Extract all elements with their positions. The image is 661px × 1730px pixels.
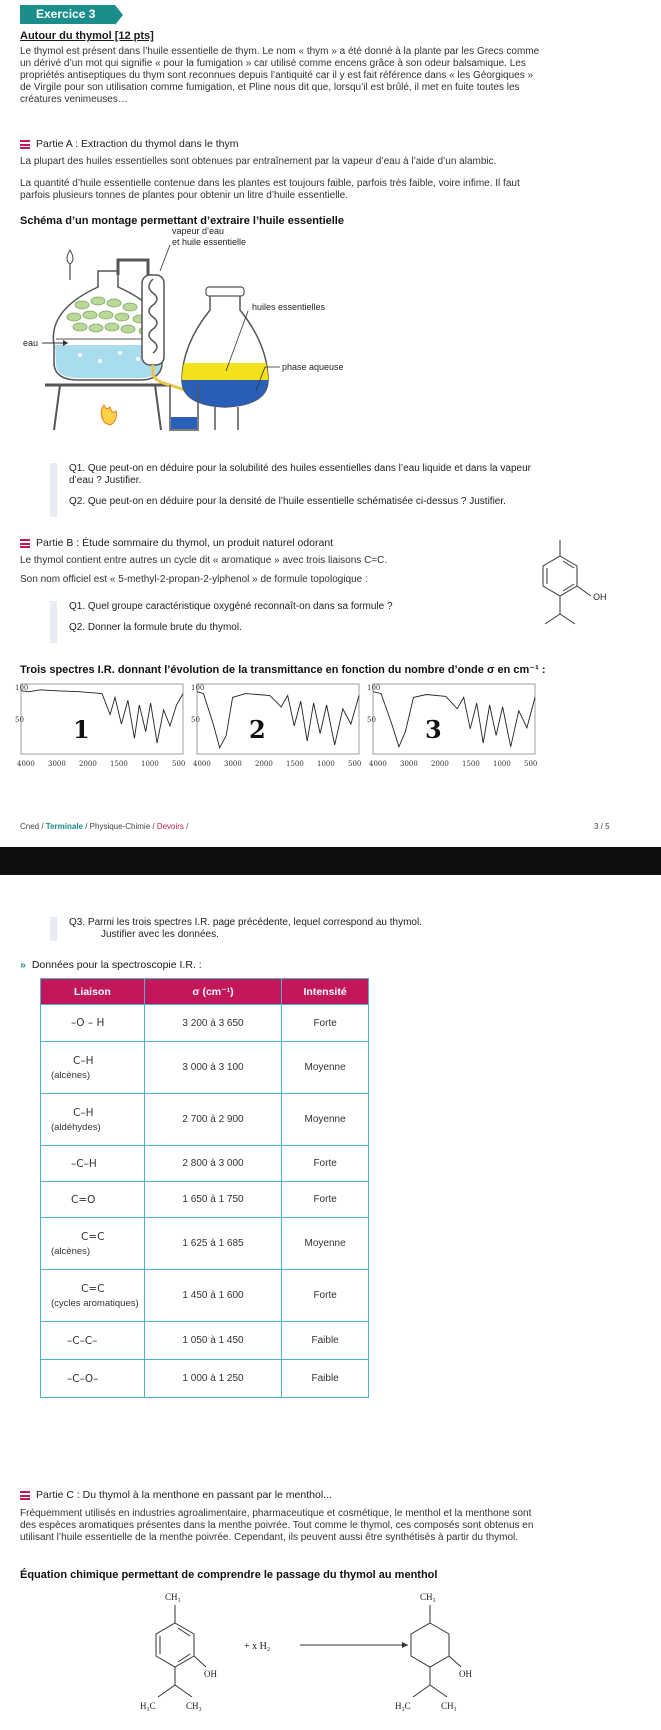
- x-tick-label: 1500: [286, 760, 304, 768]
- page-number: 3 / 5: [594, 822, 610, 831]
- x-tick-label: 1000: [317, 760, 335, 768]
- data-title: » Données pour la spectroscopie I.R. :: [20, 959, 202, 971]
- question-a2: Q2. Que peut-on en déduire pour la densité de l’huile essentielle schématisée ci-dessus ? Justifier.: [69, 496, 506, 507]
- x-tick-label: 500: [172, 760, 186, 768]
- spectrum-number-label: 1: [73, 715, 90, 744]
- spectrum-number-label: 3: [425, 715, 442, 744]
- question-a1: Q1. Que peut-on en déduire pour la solubilité des huiles essentielles dans l’eau liquide et dans la vapeur d’eau ? Justifier.: [69, 463, 531, 486]
- question-b1: Q1. Quel groupe caractéristique oxygéné reconnaît-on dans sa formule ?: [69, 601, 393, 612]
- exercise-title: Autour du thymol [12 pts]: [20, 30, 154, 42]
- x-tick-label: 2000: [79, 760, 97, 768]
- svg-text:CH₃: CH₃: [420, 1592, 436, 1602]
- x-tick-label: 3000: [400, 760, 418, 768]
- x-tick-label: 1000: [493, 760, 511, 768]
- question-b2: Q2. Donner la formule brute du thymol.: [69, 622, 242, 633]
- y-tick-label: 100: [191, 684, 205, 692]
- double-chevron-icon: »: [20, 959, 26, 971]
- x-tick-label: 500: [524, 760, 538, 768]
- flame-icon: [101, 405, 116, 425]
- thymol-to-menthol-equation: [130, 1585, 550, 1730]
- menthol-molecule: [411, 1605, 461, 1697]
- part-a-questions: [50, 463, 610, 517]
- part-b-text-2: Son nom officiel est « 5-methyl-2-propan-2-ylphenol » de formule topologique :: [20, 574, 368, 585]
- table-row: C=C (alcènes) 1 625 à 1 685 Moyenne: [41, 1218, 369, 1270]
- spectrum-frame: [373, 684, 535, 754]
- exercise-tag: Exercice 3: [20, 5, 115, 24]
- y-tick-label: 50: [15, 716, 24, 724]
- y-tick-label: 50: [367, 716, 376, 724]
- svg-text:CH₃: CH₃: [441, 1701, 457, 1711]
- x-tick-label: 3000: [224, 760, 242, 768]
- page-separator: [0, 847, 661, 875]
- x-tick-label: 2000: [431, 760, 449, 768]
- part-c-title: Partie C : Du thymol à la menthone en passant par le menthol...: [20, 1489, 332, 1501]
- intro-paragraph: Le thymol est présent dans l’huile essentielle de thym. Le nom « thym » a été donné à la plante par les Grecs comme un dérivé d’un mot qui signifie « pour la fumigation » car utilisé comme encens grâce à son odeur balsamique. Les propriétés antiseptiques du thym sont reconnues depuis l’antiquité car il y est fait référence dans « les Géorgiques » de Virgile pour son utilisation comme fumigation, et Pline nous dit que, lorsqu’il est brûlé, il met en fuite toutes les créatures venimeuses…: [20, 46, 540, 105]
- page-4: [0, 875, 661, 1730]
- table-row: –O – H 3 200 à 3 650 Forte: [41, 1005, 369, 1042]
- x-tick-label: 4000: [193, 760, 211, 768]
- ir-spectra: [15, 682, 575, 782]
- x-tick-label: 1500: [110, 760, 128, 768]
- distillation-apparatus-diagram: [20, 226, 360, 440]
- svg-text:huiles essentielles: huiles essentielles: [252, 302, 326, 312]
- page-3: [0, 0, 661, 847]
- svg-text:et huile essentielle: et huile essentielle: [172, 237, 247, 247]
- y-tick-label: 100: [367, 684, 381, 692]
- schema-title: Schéma d’un montage permettant d’extraire l’huile essentielle: [20, 215, 344, 227]
- part-a-title: Partie A : Extraction du thymol dans le thym: [20, 138, 239, 150]
- ir-spectrum-3: [367, 684, 537, 768]
- condenser: [142, 275, 164, 365]
- table-row: C=C (cycles aromatiques) 1 450 à 1 600 Forte: [41, 1270, 369, 1322]
- y-tick-label: 50: [191, 716, 200, 724]
- svg-text:CH₃: CH₃: [165, 1592, 181, 1602]
- part-a-text-2: La quantité d’huile essentielle contenue dans les plantes est toujours faible, parfois très faible, voire infime. Il faut parfois plusieurs tonnes de plantes pour obtenir un litre d’huile essentielle.: [20, 178, 520, 201]
- footer-breadcrumb: Cned / Terminale / Physique-Chimie / Devoirs /: [20, 822, 189, 831]
- ir-data-table: [40, 978, 369, 1398]
- part-b-title: Partie B : Étude sommaire du thymol, un produit naturel odorant: [20, 537, 333, 549]
- x-tick-label: 4000: [17, 760, 35, 768]
- svg-text:eau: eau: [23, 338, 39, 348]
- svg-text:OH: OH: [593, 592, 607, 602]
- spectrum-number-label: 2: [249, 715, 266, 744]
- header-sigma: σ (cm⁻¹): [144, 979, 281, 1005]
- table-row: –C–O– 1 000 à 1 250 Faible: [41, 1360, 369, 1398]
- part-b-text-1: Le thymol contient entre autres un cycle dit « aromatique » avec trois liaisons C=C.: [20, 555, 388, 566]
- svg-text:CH₃: CH₃: [186, 1701, 202, 1711]
- svg-text:H₃C: H₃C: [395, 1701, 411, 1711]
- svg-text:phase aqueuse: phase aqueuse: [282, 362, 344, 372]
- x-tick-label: 1000: [141, 760, 159, 768]
- reagent-label: + x H₂: [244, 1641, 271, 1652]
- section-marker-icon: [20, 140, 30, 149]
- x-tick-label: 2000: [255, 760, 273, 768]
- x-tick-label: 1500: [462, 760, 480, 768]
- question-b3: Q3. Parmi les trois spectres I.R. page précédente, lequel correspond au thymol. Justifier avec les données.: [50, 917, 570, 941]
- table-row: C–H (aldéhydes) 2 700 à 2 900 Moyenne: [41, 1094, 369, 1146]
- section-marker-icon: [20, 539, 30, 548]
- thymol-molecule: [156, 1605, 206, 1697]
- thymol-formula: [525, 538, 635, 648]
- svg-text:H₃C: H₃C: [140, 1701, 156, 1711]
- table-row: C=O 1 650 à 1 750 Forte: [41, 1182, 369, 1218]
- svg-text:vapeur d’eau: vapeur d’eau: [172, 226, 225, 236]
- table-header-row: [41, 979, 369, 1005]
- header-intensity: Intensité: [282, 979, 369, 1005]
- table-row: C–H (alcènes) 3 000 à 3 100 Moyenne: [41, 1042, 369, 1094]
- x-tick-label: 500: [348, 760, 362, 768]
- ir-spectrum-2: [191, 684, 361, 768]
- svg-text:OH: OH: [204, 1669, 217, 1679]
- spectra-title: Trois spectres I.R. donnant l’évolution de la transmittance en fonction du nombre d’onde σ en cm⁻¹ :: [20, 664, 546, 676]
- water-drop-icon: [67, 250, 73, 264]
- equation-title: Équation chimique permettant de comprendre le passage du thymol au menthol: [20, 1569, 438, 1581]
- y-tick-label: 100: [15, 684, 29, 692]
- table-row: –C–H 2 800 à 3 000 Forte: [41, 1146, 369, 1182]
- part-c-text: Fréquemment utilisés en industries agroalimentaire, pharmaceutique et cosmétique, le menthol et la menthone sont des espèces aromatiques présentes dans la menthe poivrée. Tout comme le thymol, ces composés sont obtenus en utilisant l’huile essentielle de la menthe poivrée. Cependant, ils peuvent aussi être synthétisés à partir du thymol.: [20, 1508, 534, 1543]
- table-row: –C–C– 1 050 à 1 450 Faible: [41, 1322, 369, 1360]
- x-tick-label: 3000: [48, 760, 66, 768]
- ir-spectrum-1: [15, 684, 185, 768]
- svg-text:OH: OH: [459, 1669, 472, 1679]
- x-tick-label: 4000: [369, 760, 387, 768]
- part-b-questions: [50, 601, 470, 643]
- part-a-text-1: La plupart des huiles essentielles sont obtenues par entraînement par la vapeur d’eau à l’aide d’un alambic.: [20, 156, 497, 167]
- section-marker-icon: [20, 1491, 30, 1500]
- header-liaison: Liaison: [41, 979, 145, 1005]
